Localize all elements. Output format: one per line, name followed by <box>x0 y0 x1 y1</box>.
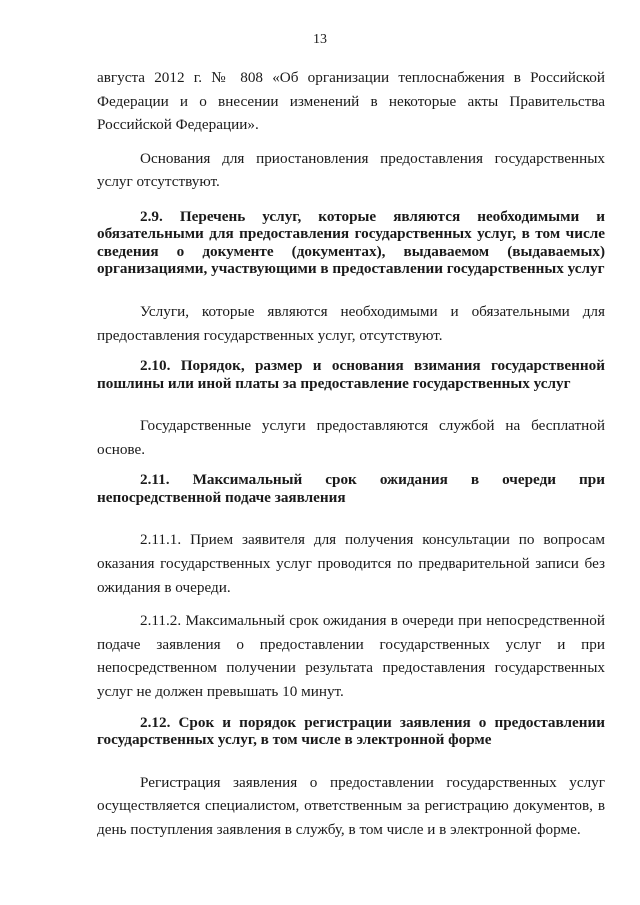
heading-2-10: 2.10. Порядок, размер и основания взимания государственной пошлины или иной платы за предоставление государственных услуг <box>97 357 605 392</box>
paragraph-free-basis: Государственные услуги предоставляются службой на бесплатной основе. <box>97 417 605 458</box>
paragraph-continuation: августа 2012 г. № 808 «Об организации теплоснабжения в Российской Федерации и о внесении изменений в некоторые акты Правительства Российской Федерации». <box>97 69 605 134</box>
paragraph-2-11-2: 2.11.2. Максимальный срок ожидания в очереди при непосредственной подаче заявления о предоставлении государственных услуг и при непосредственном получении результата предоставления государственных услуг не должен превышать 10 минут. <box>97 612 605 700</box>
paragraph-no-grounds: Основания для приостановления предоставления государственных услуг отсутствуют. <box>97 149 605 191</box>
page-content <box>97 66 605 841</box>
page-number: 13 <box>313 32 327 47</box>
heading-2-9: 2.9. Перечень услуг, которые являются необходимыми и обязательными для предоставления государственных услуг, в том числе сведения о документе (документах), выдаваемом (выдаваемых) организациями, участвующими в предоставлении государственных услуг <box>97 207 605 278</box>
paragraph-2-11-1: 2.11.1. Прием заявителя для получения консультации по вопросам оказания государственных услуг проводится по предварительной записи без ожидания в очереди. <box>97 531 605 596</box>
heading-2-11: 2.11. Максимальный срок ожидания в очереди при непосредственной подаче заявления <box>97 471 605 506</box>
heading-2-12: 2.12. Срок и порядок регистрации заявления о предоставлении государственных услуг, в том числе в электронной форме <box>97 713 605 748</box>
paragraph-services-none: Услуги, которые являются необходимыми и обязательными для предоставления государственных услуг, отсутствуют. <box>97 302 605 344</box>
paragraph-registration: Регистрация заявления о предоставлении государственных услуг осуществляется специалистом, ответственным за регистрацию документов, в день поступления заявления в службу, в том числе и в электронной форме. <box>97 773 605 838</box>
